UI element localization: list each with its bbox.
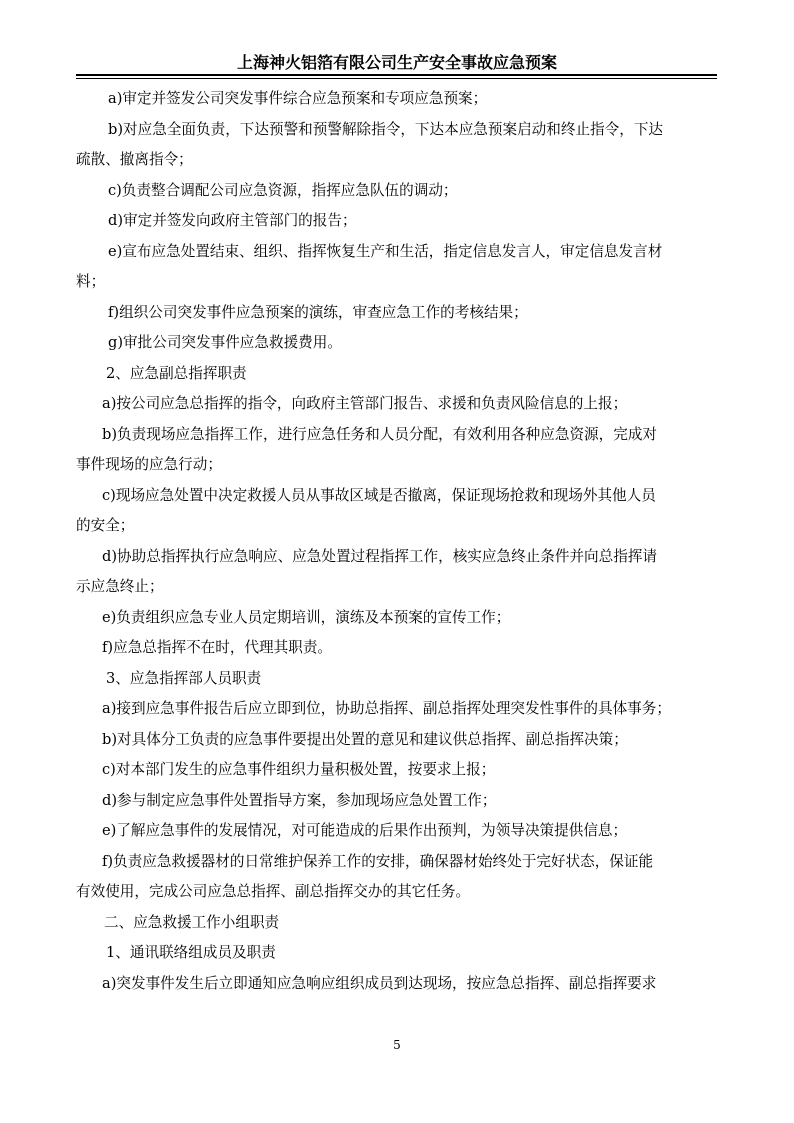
paragraph-line: c)现场应急处置中决定救援人员从事故区域是否撤离，保证现场抢救和现场外其他人员 bbox=[102, 486, 656, 504]
page-header-title: 上海神火铝箔有限公司生产安全事故应急预案 bbox=[236, 53, 557, 72]
paragraph-line: a)审定并签发公司突发事件综合应急预案和专项应急预案； bbox=[108, 90, 488, 107]
paragraph-line: b)对具体分工负责的应急事件要提出处置的意见和建议供总指挥、副总指挥决策； bbox=[102, 730, 628, 748]
paragraph-line: 事件现场的应急行动； bbox=[76, 456, 222, 473]
paragraph-line: f)应急总指挥不在时，代理其职责。 bbox=[102, 639, 333, 656]
page-number: 5 bbox=[393, 1038, 401, 1052]
paragraph-line: d)协助总指挥执行应急响应、应急处置过程指挥工作，核实应急终止条件并向总指挥请 bbox=[102, 547, 658, 565]
paragraph-line: e)了解应急事件的发展情况，对可能造成的后果作出预判，为领导决策提供信息； bbox=[102, 822, 628, 839]
paragraph-line: b)负责现场应急指挥工作，进行应急任务和人员分配，有效利用各种应急资源，完成对 bbox=[102, 425, 658, 443]
paragraph-line: 示应急终止； bbox=[76, 578, 164, 595]
paragraph-line: a)按公司应急总指挥的指令，向政府主管部门报告、求援和负责风险信息的上报； bbox=[102, 395, 628, 412]
paragraph-line: c)负责整合调配公司应急资源，指挥应急队伍的调动； bbox=[108, 181, 458, 199]
header-rule-thin bbox=[76, 78, 717, 79]
document-body bbox=[76, 84, 717, 999]
paragraph-line: 有效使用，完成公司应急总指挥、副总指挥交办的其它任务。 bbox=[76, 883, 471, 900]
paragraph-line: b)对应急全面负责，下达预警和预警解除指令，下达本应急预案启动和终止指令，下达 bbox=[108, 120, 664, 138]
paragraph-line: e)宣布应急处置结束、组织、指挥恢复生产和生活，指定信息发言人，审定信息发言材 bbox=[108, 242, 663, 260]
paragraph-line: 料； bbox=[76, 273, 106, 290]
paragraph-line: e)负责组织应急专业人员定期培训，演练及本预案的宣传工作； bbox=[102, 608, 511, 626]
paragraph-line: 1、通讯联络组成员及职责 bbox=[106, 944, 276, 961]
paragraph-line: a)突发事件发生后立即通知应急响应组织成员到达现场，按应急总指挥、副总指挥要求 bbox=[102, 974, 657, 992]
paragraph-line: f)组织公司突发事件应急预案的演练，审查应急工作的考核结果； bbox=[108, 303, 528, 321]
paragraph-line: g)审批公司突发事件应急救援费用。 bbox=[108, 334, 342, 351]
paragraph-line: 的安全； bbox=[76, 517, 135, 534]
paragraph-line: f)负责应急救援器材的日常维护保养工作的安排，确保器材始终处于完好状态，保证能 bbox=[102, 852, 654, 870]
paragraph-line: 2、应急副总指挥职责 bbox=[106, 364, 247, 382]
paragraph-line: 疏散、撤离指令； bbox=[76, 151, 193, 168]
paragraph-line: 3、应急指挥部人员职责 bbox=[106, 669, 262, 687]
paragraph-line: c)对本部门发生的应急事件组织力量积极处置，按要求上报； bbox=[102, 761, 496, 778]
paragraph-line: d)审定并签发向政府主管部门的报告； bbox=[108, 212, 357, 229]
paragraph-line: a)接到应急事件报告后应立即到位，协助总指挥、副总指挥处理突发性事件的具体事务； bbox=[102, 700, 671, 717]
paragraph-line: 二、应急救援工作小组职责 bbox=[104, 913, 280, 931]
header-rule-thick bbox=[76, 74, 717, 76]
paragraph-line: d)参与制定应急事件处置指导方案，参加现场应急处置工作； bbox=[102, 791, 497, 809]
